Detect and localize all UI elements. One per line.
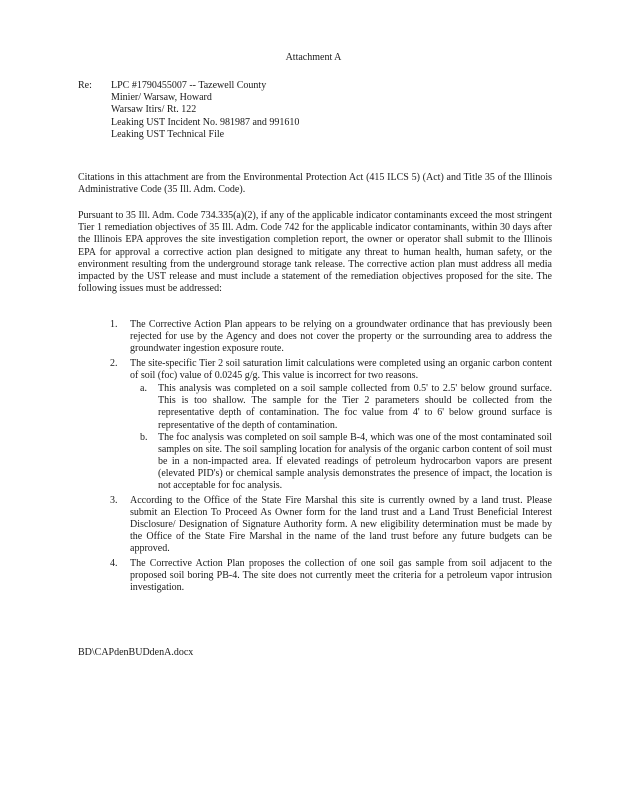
list-item — [110, 319, 552, 356]
sub-list-item — [138, 432, 552, 493]
page-title: Attachment A — [285, 52, 342, 63]
list-item — [110, 495, 552, 556]
re-line: Leaking UST Incident No. 981987 and 991610 — [111, 116, 300, 128]
item-number: 2. — [110, 357, 118, 369]
sub-item-text: The foc analysis was completed on soil sample B-4, which was one of the most contaminated soil samples on site. The soil sampling location for analysis of the organic carbon content of soil must be in a non-impacted area. If elevated readings of petroleum hydrocarbon vapors are present (elevated PID's) or chemical sample analysis demonstrates the presence of impact, the location is not acceptable for foc analysis. — [158, 431, 552, 492]
file-path-footer: BD\CAPdenBUDdenA.docx — [78, 647, 194, 658]
re-block — [111, 80, 299, 141]
item-number: 4. — [110, 557, 118, 569]
sub-list — [138, 383, 552, 493]
sub-item-letter: b. — [140, 431, 148, 443]
re-line: Minier/ Warsaw, Howard — [111, 92, 212, 104]
re-line: LPC #1790455007 -- Tazewell County — [111, 80, 267, 91]
list-item — [110, 358, 552, 493]
intro-paragraph: Citations in this attachment are from the Environmental Protection Act (415 ILCS 5) (Act) and Title 35 of the Illinois Administrative Code (35 Ill. Adm. Code). — [78, 172, 552, 196]
item-text: The Corrective Action Plan appears to be relying on a groundwater ordinance that has previously been rejected for use by the Agency and does not cover the property or the surrounding area to address the groundwater ingestion exposure route. — [130, 319, 552, 355]
issues-list — [110, 319, 552, 596]
list-item — [110, 558, 552, 595]
re-line: Leaking UST Technical File — [111, 128, 225, 140]
re-label: Re: — [78, 80, 92, 91]
item-text: According to the Office of the State Fire Marshal this site is currently owned by a land trust. Please submit an Election To Proceed As Owner form for the land trust and a Land Trust Beneficial Interest Disclosure/ Designation of Signature Authority form. A new eligibility determination must be made by the Office of the State Fire Marshal in the name of the land trust before any future budgets can be approved. — [130, 494, 552, 555]
sub-item-text: This analysis was completed on a soil sample collected from 0.5' to 2.5' below ground surface. This is too shallow. The sample for the Tier 2 parameters should be collected from the representative depth of contamination. The foc value from 4' to 6' below ground surface is representative of the depth of contamination. — [158, 382, 552, 431]
item-text: The site-specific Tier 2 soil saturation limit calculations were completed using an organic carbon content of soil (foc) value of 0.0245 g/g. This value is incorrect for two reasons. — [130, 357, 552, 381]
sub-item-letter: a. — [140, 382, 147, 394]
sub-list-item — [138, 383, 552, 432]
item-number: 3. — [110, 494, 118, 506]
re-line: Warsaw Itirs/ Rt. 122 — [111, 104, 197, 116]
requirements-paragraph: Pursuant to 35 Ill. Adm. Code 734.335(a)(2), if any of the applicable indicator contaminants exceed the most stringent Tier 1 remediation objectives of 35 Ill. Adm. Code 742 for the applicable indicator contaminants, within 30 days after the Illinois EPA approves the site investigation completion report, the owner or operator shall submit to the Illinois EPA for approval a corrective action plan designed to mitigate any threat to human health, human safety, or the environment resulting from the underground storage tank release. The corrective action plan must address all media impacted by the UST release and must include a statement of the remediation objectives proposed for the site. The following issues must be addressed: — [78, 210, 552, 295]
item-text: The Corrective Action Plan proposes the collection of one soil gas sample from soil adjacent to the proposed soil boring PB-4. The site does not currently meet the criteria for a petroleum vapor intrusion investigation. — [130, 557, 552, 593]
item-number: 1. — [110, 319, 118, 330]
